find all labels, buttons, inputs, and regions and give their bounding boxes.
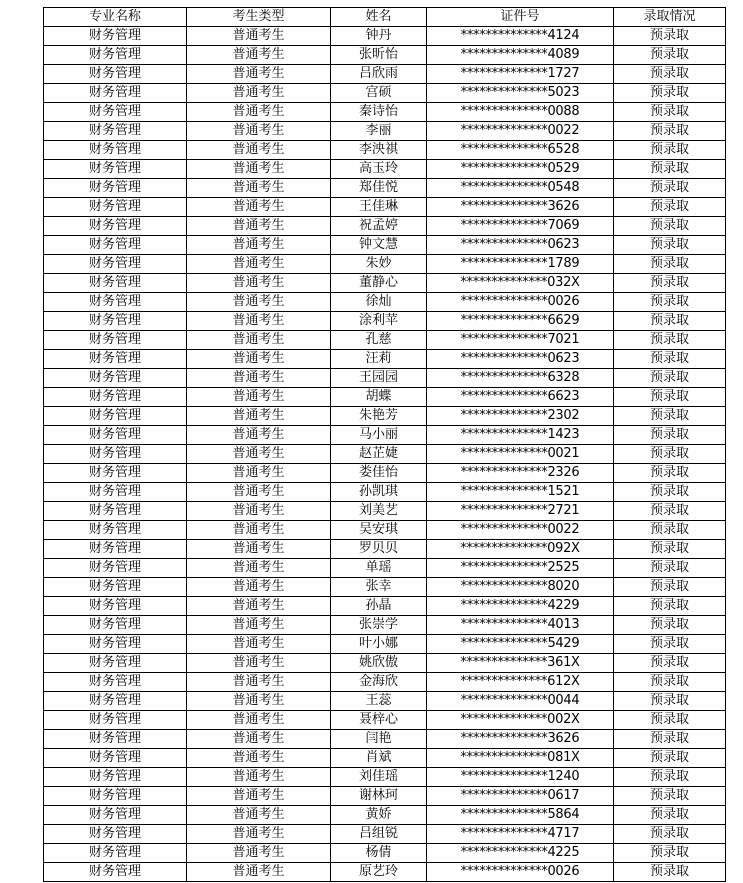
table-row bbox=[44, 407, 726, 426]
table-header bbox=[44, 8, 726, 27]
cell-id-number: **************002X bbox=[427, 711, 614, 730]
cell-candidate-type: 普通考生 bbox=[187, 559, 331, 578]
column-header-id-number: 证件号 bbox=[427, 8, 614, 27]
cell-major: 财务管理 bbox=[44, 445, 187, 464]
cell-admission-status: 预录取 bbox=[614, 635, 726, 654]
cell-candidate-type: 普通考生 bbox=[187, 160, 331, 179]
cell-id-number: **************0021 bbox=[427, 445, 614, 464]
column-header-candidate-type: 考生类型 bbox=[187, 8, 331, 27]
cell-name: 刘美艺 bbox=[331, 502, 427, 521]
table-row bbox=[44, 673, 726, 692]
cell-candidate-type: 普通考生 bbox=[187, 502, 331, 521]
cell-admission-status: 预录取 bbox=[614, 388, 726, 407]
cell-candidate-type: 普通考生 bbox=[187, 673, 331, 692]
cell-major: 财务管理 bbox=[44, 768, 187, 787]
cell-candidate-type: 普通考生 bbox=[187, 331, 331, 350]
cell-id-number: **************361X bbox=[427, 654, 614, 673]
cell-candidate-type: 普通考生 bbox=[187, 597, 331, 616]
cell-major: 财务管理 bbox=[44, 673, 187, 692]
cell-candidate-type: 普通考生 bbox=[187, 616, 331, 635]
cell-id-number: **************4229 bbox=[427, 597, 614, 616]
cell-candidate-type: 普通考生 bbox=[187, 312, 331, 331]
cell-major: 财务管理 bbox=[44, 711, 187, 730]
cell-id-number: **************1423 bbox=[427, 426, 614, 445]
table-row bbox=[44, 65, 726, 84]
column-header-name: 姓名 bbox=[331, 8, 427, 27]
cell-name: 涂利苹 bbox=[331, 312, 427, 331]
cell-admission-status: 预录取 bbox=[614, 274, 726, 293]
cell-admission-status: 预录取 bbox=[614, 597, 726, 616]
cell-major: 财务管理 bbox=[44, 825, 187, 844]
cell-id-number: **************0529 bbox=[427, 160, 614, 179]
cell-id-number: **************7069 bbox=[427, 217, 614, 236]
cell-name: 马小丽 bbox=[331, 426, 427, 445]
cell-name: 姚欣傲 bbox=[331, 654, 427, 673]
cell-name: 朱艳芳 bbox=[331, 407, 427, 426]
cell-candidate-type: 普通考生 bbox=[187, 217, 331, 236]
table-row bbox=[44, 559, 726, 578]
cell-admission-status: 预录取 bbox=[614, 426, 726, 445]
table-row bbox=[44, 217, 726, 236]
cell-admission-status: 预录取 bbox=[614, 559, 726, 578]
table-row bbox=[44, 483, 726, 502]
cell-id-number: **************0548 bbox=[427, 179, 614, 198]
cell-id-number: **************1240 bbox=[427, 768, 614, 787]
cell-candidate-type: 普通考生 bbox=[187, 179, 331, 198]
cell-name: 单瑶 bbox=[331, 559, 427, 578]
cell-admission-status: 预录取 bbox=[614, 730, 726, 749]
cell-admission-status: 预录取 bbox=[614, 331, 726, 350]
cell-name: 孙晶 bbox=[331, 597, 427, 616]
cell-name: 张昕怡 bbox=[331, 46, 427, 65]
cell-major: 财务管理 bbox=[44, 274, 187, 293]
cell-id-number: **************1521 bbox=[427, 483, 614, 502]
cell-major: 财务管理 bbox=[44, 844, 187, 863]
admission-table bbox=[43, 7, 726, 882]
table-row bbox=[44, 521, 726, 540]
cell-major: 财务管理 bbox=[44, 692, 187, 711]
table-row bbox=[44, 141, 726, 160]
cell-admission-status: 预录取 bbox=[614, 293, 726, 312]
cell-admission-status: 预录取 bbox=[614, 540, 726, 559]
cell-major: 财务管理 bbox=[44, 65, 187, 84]
cell-id-number: **************1789 bbox=[427, 255, 614, 274]
cell-major: 财务管理 bbox=[44, 141, 187, 160]
cell-name: 钟丹 bbox=[331, 27, 427, 46]
cell-candidate-type: 普通考生 bbox=[187, 521, 331, 540]
cell-candidate-type: 普通考生 bbox=[187, 483, 331, 502]
table-row bbox=[44, 312, 726, 331]
table-row bbox=[44, 236, 726, 255]
cell-major: 财务管理 bbox=[44, 521, 187, 540]
cell-candidate-type: 普通考生 bbox=[187, 711, 331, 730]
cell-admission-status: 预录取 bbox=[614, 160, 726, 179]
table-row bbox=[44, 730, 726, 749]
cell-candidate-type: 普通考生 bbox=[187, 578, 331, 597]
table-row bbox=[44, 274, 726, 293]
cell-admission-status: 预录取 bbox=[614, 103, 726, 122]
cell-major: 财务管理 bbox=[44, 654, 187, 673]
cell-candidate-type: 普通考生 bbox=[187, 692, 331, 711]
cell-name: 闫艳 bbox=[331, 730, 427, 749]
cell-name: 祝孟婷 bbox=[331, 217, 427, 236]
cell-name: 王园园 bbox=[331, 369, 427, 388]
cell-major: 财务管理 bbox=[44, 84, 187, 103]
table-row bbox=[44, 160, 726, 179]
cell-name: 罗贝贝 bbox=[331, 540, 427, 559]
cell-name: 朱妙 bbox=[331, 255, 427, 274]
cell-candidate-type: 普通考生 bbox=[187, 654, 331, 673]
cell-candidate-type: 普通考生 bbox=[187, 445, 331, 464]
cell-name: 李丽 bbox=[331, 122, 427, 141]
cell-candidate-type: 普通考生 bbox=[187, 293, 331, 312]
cell-id-number: **************0623 bbox=[427, 350, 614, 369]
cell-id-number: **************6528 bbox=[427, 141, 614, 160]
cell-name: 刘佳瑶 bbox=[331, 768, 427, 787]
cell-id-number: **************1727 bbox=[427, 65, 614, 84]
cell-name: 聂梓心 bbox=[331, 711, 427, 730]
cell-candidate-type: 普通考生 bbox=[187, 730, 331, 749]
table-row bbox=[44, 654, 726, 673]
cell-name: 吕欣雨 bbox=[331, 65, 427, 84]
cell-candidate-type: 普通考生 bbox=[187, 84, 331, 103]
cell-candidate-type: 普通考生 bbox=[187, 255, 331, 274]
cell-id-number: **************4013 bbox=[427, 616, 614, 635]
cell-major: 财务管理 bbox=[44, 179, 187, 198]
cell-id-number: **************0088 bbox=[427, 103, 614, 122]
cell-id-number: **************6328 bbox=[427, 369, 614, 388]
cell-major: 财务管理 bbox=[44, 806, 187, 825]
cell-candidate-type: 普通考生 bbox=[187, 122, 331, 141]
cell-major: 财务管理 bbox=[44, 502, 187, 521]
table-row bbox=[44, 331, 726, 350]
cell-candidate-type: 普通考生 bbox=[187, 27, 331, 46]
cell-id-number: **************0617 bbox=[427, 787, 614, 806]
cell-admission-status: 预录取 bbox=[614, 787, 726, 806]
header-row bbox=[44, 8, 726, 27]
cell-major: 财务管理 bbox=[44, 616, 187, 635]
cell-major: 财务管理 bbox=[44, 312, 187, 331]
cell-admission-status: 预录取 bbox=[614, 806, 726, 825]
cell-name: 徐灿 bbox=[331, 293, 427, 312]
cell-admission-status: 预录取 bbox=[614, 84, 726, 103]
cell-candidate-type: 普通考生 bbox=[187, 65, 331, 84]
cell-major: 财务管理 bbox=[44, 27, 187, 46]
table-row bbox=[44, 46, 726, 65]
cell-candidate-type: 普通考生 bbox=[187, 540, 331, 559]
cell-candidate-type: 普通考生 bbox=[187, 635, 331, 654]
cell-major: 财务管理 bbox=[44, 160, 187, 179]
table-row bbox=[44, 198, 726, 217]
cell-admission-status: 预录取 bbox=[614, 711, 726, 730]
cell-candidate-type: 普通考生 bbox=[187, 464, 331, 483]
cell-admission-status: 预录取 bbox=[614, 673, 726, 692]
table-row bbox=[44, 445, 726, 464]
cell-id-number: **************081X bbox=[427, 749, 614, 768]
cell-admission-status: 预录取 bbox=[614, 502, 726, 521]
cell-admission-status: 预录取 bbox=[614, 521, 726, 540]
cell-admission-status: 预录取 bbox=[614, 616, 726, 635]
table-row bbox=[44, 616, 726, 635]
cell-id-number: **************4124 bbox=[427, 27, 614, 46]
cell-admission-status: 预录取 bbox=[614, 407, 726, 426]
cell-major: 财务管理 bbox=[44, 426, 187, 445]
cell-major: 财务管理 bbox=[44, 236, 187, 255]
cell-major: 财务管理 bbox=[44, 635, 187, 654]
cell-name: 孙凯琪 bbox=[331, 483, 427, 502]
cell-major: 财务管理 bbox=[44, 540, 187, 559]
table-row bbox=[44, 806, 726, 825]
cell-id-number: **************032X bbox=[427, 274, 614, 293]
cell-admission-status: 预录取 bbox=[614, 464, 726, 483]
cell-name: 胡蝶 bbox=[331, 388, 427, 407]
cell-major: 财务管理 bbox=[44, 578, 187, 597]
cell-admission-status: 预录取 bbox=[614, 198, 726, 217]
table-row bbox=[44, 426, 726, 445]
cell-name: 李泱祺 bbox=[331, 141, 427, 160]
cell-admission-status: 预录取 bbox=[614, 27, 726, 46]
cell-admission-status: 预录取 bbox=[614, 654, 726, 673]
cell-major: 财务管理 bbox=[44, 559, 187, 578]
cell-id-number: **************2525 bbox=[427, 559, 614, 578]
table-row bbox=[44, 787, 726, 806]
cell-major: 财务管理 bbox=[44, 483, 187, 502]
cell-id-number: **************0022 bbox=[427, 122, 614, 141]
cell-id-number: **************8020 bbox=[427, 578, 614, 597]
cell-major: 财务管理 bbox=[44, 255, 187, 274]
cell-candidate-type: 普通考生 bbox=[187, 863, 331, 882]
cell-major: 财务管理 bbox=[44, 331, 187, 350]
cell-name: 秦诗怡 bbox=[331, 103, 427, 122]
table-row bbox=[44, 350, 726, 369]
cell-admission-status: 预录取 bbox=[614, 825, 726, 844]
cell-id-number: **************0026 bbox=[427, 293, 614, 312]
table-row bbox=[44, 84, 726, 103]
cell-admission-status: 预录取 bbox=[614, 749, 726, 768]
cell-admission-status: 预录取 bbox=[614, 217, 726, 236]
cell-major: 财务管理 bbox=[44, 198, 187, 217]
cell-name: 娄佳怡 bbox=[331, 464, 427, 483]
cell-id-number: **************3626 bbox=[427, 198, 614, 217]
cell-name: 原艺玲 bbox=[331, 863, 427, 882]
cell-candidate-type: 普通考生 bbox=[187, 274, 331, 293]
cell-major: 财务管理 bbox=[44, 407, 187, 426]
table-row bbox=[44, 635, 726, 654]
cell-major: 财务管理 bbox=[44, 122, 187, 141]
cell-name: 钟文慧 bbox=[331, 236, 427, 255]
cell-candidate-type: 普通考生 bbox=[187, 141, 331, 160]
cell-major: 财务管理 bbox=[44, 749, 187, 768]
table-row bbox=[44, 27, 726, 46]
cell-id-number: **************0044 bbox=[427, 692, 614, 711]
cell-admission-status: 预录取 bbox=[614, 141, 726, 160]
cell-major: 财务管理 bbox=[44, 46, 187, 65]
cell-id-number: **************3626 bbox=[427, 730, 614, 749]
cell-id-number: **************612X bbox=[427, 673, 614, 692]
cell-name: 赵芷婕 bbox=[331, 445, 427, 464]
cell-name: 郑佳悦 bbox=[331, 179, 427, 198]
cell-admission-status: 预录取 bbox=[614, 65, 726, 84]
cell-major: 财务管理 bbox=[44, 787, 187, 806]
table-row bbox=[44, 179, 726, 198]
cell-major: 财务管理 bbox=[44, 103, 187, 122]
cell-candidate-type: 普通考生 bbox=[187, 768, 331, 787]
cell-name: 董静心 bbox=[331, 274, 427, 293]
table-row bbox=[44, 388, 726, 407]
cell-major: 财务管理 bbox=[44, 293, 187, 312]
cell-admission-status: 预录取 bbox=[614, 350, 726, 369]
cell-id-number: **************7021 bbox=[427, 331, 614, 350]
cell-candidate-type: 普通考生 bbox=[187, 388, 331, 407]
table-row bbox=[44, 464, 726, 483]
cell-major: 财务管理 bbox=[44, 388, 187, 407]
table-row bbox=[44, 293, 726, 312]
cell-admission-status: 预录取 bbox=[614, 122, 726, 141]
cell-id-number: **************2326 bbox=[427, 464, 614, 483]
cell-name: 肖斌 bbox=[331, 749, 427, 768]
cell-admission-status: 预录取 bbox=[614, 312, 726, 331]
cell-candidate-type: 普通考生 bbox=[187, 825, 331, 844]
cell-major: 财务管理 bbox=[44, 217, 187, 236]
cell-name: 黄娇 bbox=[331, 806, 427, 825]
column-header-admission-status: 录取情况 bbox=[614, 8, 726, 27]
cell-admission-status: 预录取 bbox=[614, 236, 726, 255]
cell-admission-status: 预录取 bbox=[614, 445, 726, 464]
cell-name: 宫硕 bbox=[331, 84, 427, 103]
table-row bbox=[44, 844, 726, 863]
cell-admission-status: 预录取 bbox=[614, 46, 726, 65]
cell-name: 孔慈 bbox=[331, 331, 427, 350]
table-row bbox=[44, 692, 726, 711]
cell-id-number: **************4089 bbox=[427, 46, 614, 65]
cell-name: 叶小娜 bbox=[331, 635, 427, 654]
cell-name: 高玉玲 bbox=[331, 160, 427, 179]
cell-candidate-type: 普通考生 bbox=[187, 787, 331, 806]
cell-candidate-type: 普通考生 bbox=[187, 236, 331, 255]
table-body bbox=[44, 27, 726, 882]
table-row bbox=[44, 369, 726, 388]
table-row bbox=[44, 825, 726, 844]
cell-candidate-type: 普通考生 bbox=[187, 46, 331, 65]
table-row bbox=[44, 255, 726, 274]
cell-candidate-type: 普通考生 bbox=[187, 749, 331, 768]
cell-candidate-type: 普通考生 bbox=[187, 426, 331, 445]
cell-admission-status: 预录取 bbox=[614, 863, 726, 882]
cell-admission-status: 预录取 bbox=[614, 255, 726, 274]
cell-major: 财务管理 bbox=[44, 369, 187, 388]
cell-name: 王蕊 bbox=[331, 692, 427, 711]
table-row bbox=[44, 711, 726, 730]
table-row bbox=[44, 502, 726, 521]
cell-major: 财务管理 bbox=[44, 597, 187, 616]
cell-admission-status: 预录取 bbox=[614, 483, 726, 502]
cell-major: 财务管理 bbox=[44, 350, 187, 369]
cell-admission-status: 预录取 bbox=[614, 578, 726, 597]
cell-candidate-type: 普通考生 bbox=[187, 806, 331, 825]
cell-major: 财务管理 bbox=[44, 464, 187, 483]
cell-name: 吕组锐 bbox=[331, 825, 427, 844]
cell-id-number: **************5429 bbox=[427, 635, 614, 654]
cell-admission-status: 预录取 bbox=[614, 844, 726, 863]
cell-candidate-type: 普通考生 bbox=[187, 103, 331, 122]
table-row bbox=[44, 540, 726, 559]
cell-candidate-type: 普通考生 bbox=[187, 369, 331, 388]
column-header-major: 专业名称 bbox=[44, 8, 187, 27]
cell-id-number: **************0623 bbox=[427, 236, 614, 255]
cell-id-number: **************4225 bbox=[427, 844, 614, 863]
cell-id-number: **************6629 bbox=[427, 312, 614, 331]
cell-id-number: **************5023 bbox=[427, 84, 614, 103]
cell-name: 张崇学 bbox=[331, 616, 427, 635]
cell-id-number: **************0026 bbox=[427, 863, 614, 882]
cell-id-number: **************5864 bbox=[427, 806, 614, 825]
cell-candidate-type: 普通考生 bbox=[187, 407, 331, 426]
cell-admission-status: 预录取 bbox=[614, 369, 726, 388]
cell-name: 汪莉 bbox=[331, 350, 427, 369]
cell-name: 张幸 bbox=[331, 578, 427, 597]
cell-name: 杨倩 bbox=[331, 844, 427, 863]
cell-candidate-type: 普通考生 bbox=[187, 844, 331, 863]
table-row bbox=[44, 103, 726, 122]
cell-id-number: **************2721 bbox=[427, 502, 614, 521]
table-row bbox=[44, 578, 726, 597]
table-row bbox=[44, 122, 726, 141]
cell-id-number: **************6623 bbox=[427, 388, 614, 407]
cell-candidate-type: 普通考生 bbox=[187, 198, 331, 217]
cell-id-number: **************4717 bbox=[427, 825, 614, 844]
cell-id-number: **************2302 bbox=[427, 407, 614, 426]
cell-id-number: **************092X bbox=[427, 540, 614, 559]
cell-admission-status: 预录取 bbox=[614, 179, 726, 198]
table-row bbox=[44, 863, 726, 882]
table-row bbox=[44, 597, 726, 616]
table-row bbox=[44, 749, 726, 768]
cell-candidate-type: 普通考生 bbox=[187, 350, 331, 369]
cell-name: 吴安琪 bbox=[331, 521, 427, 540]
table-row bbox=[44, 768, 726, 787]
cell-admission-status: 预录取 bbox=[614, 768, 726, 787]
cell-name: 王佳琳 bbox=[331, 198, 427, 217]
cell-name: 谢林珂 bbox=[331, 787, 427, 806]
cell-major: 财务管理 bbox=[44, 730, 187, 749]
cell-admission-status: 预录取 bbox=[614, 692, 726, 711]
cell-id-number: **************0022 bbox=[427, 521, 614, 540]
cell-name: 金海欣 bbox=[331, 673, 427, 692]
cell-major: 财务管理 bbox=[44, 863, 187, 882]
